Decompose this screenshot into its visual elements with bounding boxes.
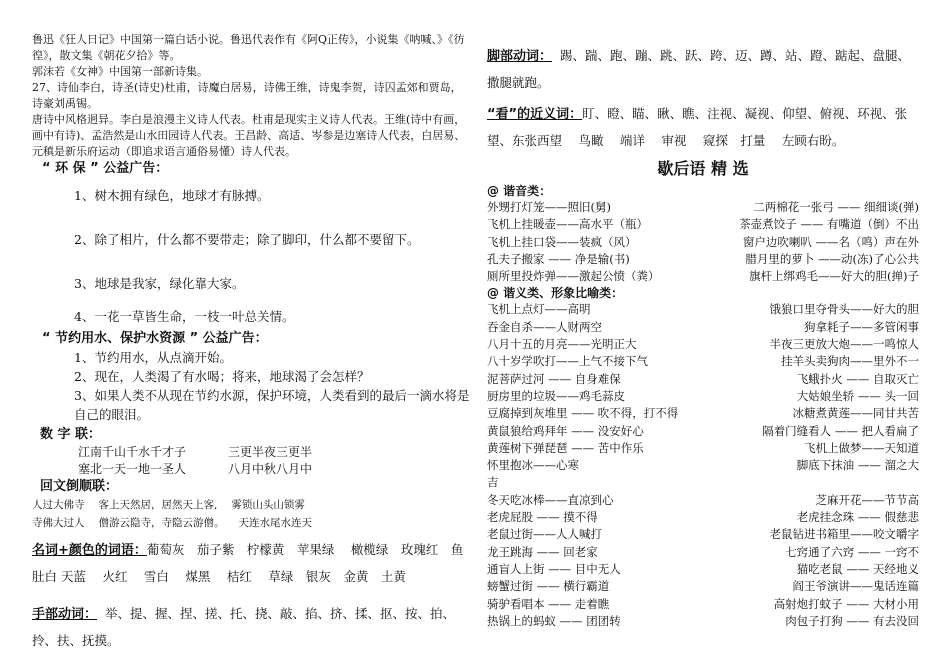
couplet-line: 客上天然居，居然天上客, (98, 499, 218, 511)
couplet-line: 人过大佛寺 (32, 499, 85, 511)
xiehouyu-row (487, 199, 919, 216)
xiehouyu-row (487, 544, 919, 561)
xiehouyu-row (487, 268, 919, 285)
xiehouyu-row (487, 423, 919, 440)
xiehouyu-entry: 吉 (487, 475, 499, 490)
xiehouyu-entry: 八十岁学吹打——上气不接下气 (487, 354, 648, 369)
xiehouyu-entry: 老虎屁股 —— 摸不得 (487, 510, 598, 525)
xiehouyu-entry: 隔着门缝看人 —— 把人看扁了 (762, 423, 919, 438)
xiehouyu-row (487, 474, 919, 491)
xiehouyu-entry: 龙王跳海 —— 回老家 (487, 544, 598, 559)
xiehouyu-entry: 猫吃老鼠 —— 天经地义 (796, 561, 919, 576)
look-synonyms-title: “看”的近义词： (487, 107, 583, 122)
xiehouyu-entry: 挂羊头卖狗肉——里外不一 (781, 354, 919, 369)
homophone-title: @ 谐音类： (487, 184, 552, 198)
xiehouyu-row (487, 509, 919, 526)
number-couplet-title: 数 字 联： (40, 427, 102, 442)
note-guomoruo: 郭沫若《女神》中国第一部新诗集。 (32, 65, 208, 78)
xiehouyu-entry: 飞机上挂口袋——装疯（风） (487, 234, 637, 249)
xiehouyu-row (487, 457, 919, 474)
water-ad-item: 2、现在，人类渴了有水喝；将来，地球渴了会怎样？ (74, 369, 370, 384)
water-ad-item: 3、如果人类不从现在节约水源，保护环境，人类看到的最后一滴水将是自己的眼泪。 (74, 388, 470, 422)
couplet-line: 寺佛大过人 (32, 517, 85, 529)
xiehouyu-row (487, 336, 919, 353)
foot-verbs-list: 踢、踹、跑、蹦、跳、跃、跨、迈、蹲、站、蹬、踮起、盘腿、撒腿就跑。 (487, 48, 910, 90)
xiehouyu-row (487, 526, 919, 543)
couplet-line: 三更半夜三更半 (228, 445, 313, 459)
xiehouyu-entry: 泥菩萨过河 —— 自身难保 (487, 371, 621, 386)
xiehouyu-entry: 孔夫子搬家 —— 净是输(书) (487, 251, 630, 266)
color-words-title: 名词+颜色的词语： (32, 543, 147, 558)
xiehouyu-entry: 窗户边吹喇叭 ——名（鸣）声在外 (742, 234, 919, 249)
xiehouyu-row (487, 353, 919, 370)
foot-verbs-title: 脚部动词： (487, 49, 553, 64)
xiehouyu-entry: 二两棉花一张弓 —— 细细谈(弹) (753, 200, 919, 214)
xiehouyu-row (487, 596, 919, 613)
metaphor-title: @ 谐义类、形象比喻类： (487, 286, 624, 301)
xiehouyu-row (487, 371, 919, 388)
color-words-list: 葡萄灰 茄子紫 柠檬黄 苹果绿 橄榄绿 玫瑰红 鱼肚白 天蓝 火红 雪白 煤黑 桔红 草绿 银灰 金黄 土黄 (32, 542, 464, 584)
couplet-line: 雾锁山头山锁雾 (231, 499, 305, 511)
xiehouyu-row (487, 216, 919, 233)
water-ad-item: 1、节约用水，从点滴开始。 (74, 350, 232, 365)
xiehouyu-row (487, 492, 919, 509)
xiehouyu-entry: 黄鼠狼给鸡拜年 —— 没安好心 (487, 423, 644, 438)
xiehouyu-entry: 怀里抱冰——心寒 (487, 458, 579, 473)
note-luxun: 鲁迅《狂人日记》中国第一篇白话小说。鲁迅代表作有《阿Q正传》，小说集《呐喊、》《彷徨》，散文集《朝花夕拾》等。 (32, 33, 465, 62)
xiehouyu-entry: 七窍通了六窍 —— 一窍不 (785, 544, 919, 559)
xiehouyu-row (487, 405, 919, 422)
xiehouyu-entry: 老鼠钻进书箱里——咬文嚼字 (769, 527, 919, 542)
xiehouyu-entry: 厨房里的垃圾——鸡毛蒜皮 (487, 388, 625, 403)
xiehouyu-entry: 豆腐掉到灰堆里 —— 吹不得，打不得 (487, 406, 679, 421)
literature-notes (32, 32, 472, 160)
note-poets: 27、诗仙李白，诗圣(诗史)杜甫，诗魔白居易，诗佛王维，诗鬼李贺，诗囚孟郊和贾岛，诗豪刘禹锡。 (32, 81, 462, 110)
xiehouyu-entry: 冬天吃冰棒——直凉到心 (487, 492, 614, 507)
env-ad-item: 4、一花一草皆生命，一枝一叶总关情。 (74, 309, 295, 324)
couplet-line: 僧游云隐寺，寺隐云游僧。 (98, 517, 225, 529)
look-synonyms (487, 100, 919, 154)
env-ad-title: “ 环 保 ” 公益广告： (42, 161, 169, 176)
xiehouyu-entry: 芝麻开花——节节高 (815, 492, 919, 507)
palindrome-couplets (32, 496, 472, 532)
xiehouyu-row (487, 440, 919, 457)
metaphor-list (487, 301, 919, 630)
xiehouyu-entry: 飞机上挂暖壶——高水平（瓶） (487, 217, 648, 232)
xiehouyu-entry: 茶壶煮饺子 —— 有嘴道（倒）不出 (739, 217, 919, 232)
couplet-line: 八月中秋八月中 (228, 462, 313, 476)
xiehouyu-entry: 高射炮打蚊子 —— 大材小用 (773, 596, 919, 611)
xiehouyu-entry: 吞金自杀——人财两空 (487, 319, 602, 334)
env-ad-item: 3、地球是我家，绿化靠大家。 (74, 276, 245, 291)
xiehouyu-row (487, 578, 919, 595)
xiehouyu-entry: 肉包子打狗 —— 有去没回 (785, 613, 919, 628)
xiehouyu-entry: 狗拿耗子——多管闲事 (804, 319, 919, 334)
xiehouyu-entry: 厕所里投炸弹——激起公愤（粪） (487, 269, 660, 284)
xiehouyu-entry: 阎王爷演讲——鬼话连篇 (792, 579, 919, 594)
xiehouyu-entry: 外甥打灯笼——照旧(舅) (487, 200, 611, 214)
env-ad-item: 1、树木拥有绿色，地球才有脉搏。 (74, 188, 270, 203)
hand-verbs-list: 举、提、握、捏、搓、托、挠、敲、掐、挤、揉、抠、按、拍、拎、扶、抚摸。 (32, 606, 455, 648)
hand-verbs (32, 600, 472, 654)
xiehouyu-row (487, 301, 919, 318)
xiehouyu-title: 歇后语 精 选 (657, 159, 749, 178)
water-ad-title: “ 节约用水、保护水资源 ” 公益广告： (42, 331, 268, 346)
xiehouyu-row (487, 251, 919, 268)
palindrome-couplet-title: 回文倒顺联： (40, 479, 119, 494)
couplet-line: 塞北一天一地一圣人 (78, 462, 187, 476)
number-couplets (78, 444, 378, 478)
xiehouyu-entry: 通盲人上街 —— 目中无人 (487, 561, 621, 576)
xiehouyu-entry: 旗杆上绑鸡毛——好大的胆(掸)子 (749, 269, 919, 284)
xiehouyu-row (487, 613, 919, 630)
xiehouyu-entry: 半夜三更放大炮——一鸣惊人 (769, 337, 919, 352)
xiehouyu-entry: 螃蟹过街 —— 横行霸道 (487, 579, 610, 594)
look-synonyms-list: 盯、瞪、瞄、瞅、瞧、注视、凝视、仰望、俯视、环视、张望、东张西望 鸟瞰 端详 审视 窥探 打量 左顾右盼。 (487, 106, 908, 148)
color-words (32, 536, 472, 590)
xiehouyu-entry: 饿狼口里夺骨头——好大的胆 (769, 302, 919, 317)
foot-verbs (487, 42, 919, 96)
right-column (487, 42, 919, 630)
xiehouyu-entry: 热锅上的蚂蚁 —— 团团转 (487, 613, 621, 628)
xiehouyu-entry: 飞蛾扑火 —— 自取灭亡 (796, 371, 919, 386)
left-column (32, 32, 472, 654)
xiehouyu-entry: 冰糖煮黄莲——同甘共苦 (792, 406, 919, 421)
xiehouyu-entry: 骑驴看唱本 —— 走着瞧 (487, 596, 610, 611)
xiehouyu-row (487, 234, 919, 251)
xiehouyu-entry: 脚底下抹油 —— 溜之大 (796, 458, 919, 473)
xiehouyu-row (487, 388, 919, 405)
couplet-line: 江南千山千水千才子 (78, 445, 187, 459)
xiehouyu-entry: 老虎挂念珠 —— 假慈悲 (796, 510, 919, 525)
xiehouyu-row (487, 319, 919, 336)
xiehouyu-entry: 八月十五的月亮——光明正大 (487, 337, 637, 352)
xiehouyu-entry: 飞机上做梦——天知道 (804, 440, 919, 455)
xiehouyu-row (487, 561, 919, 578)
xiehouyu-entry: 飞机上点灯——高明 (487, 302, 591, 317)
couplet-line: 天连水尾水连天 (238, 517, 312, 529)
xiehouyu-entry: 腊月里的萝卜 ——动(冻)了心公共 (745, 251, 919, 266)
xiehouyu-entry: 大姑娘坐轿 —— 头一回 (796, 388, 919, 403)
xiehouyu-entry: 老鼠过街——人人喊打 (487, 527, 602, 542)
env-ad-item: 2、除了相片，什么都不要带走；除了脚印，什么都不要留下。 (74, 232, 420, 247)
homophone-list (487, 199, 919, 285)
note-tang-poetry: 唐诗中风格迥异。李白是浪漫主义诗人代表。杜甫是现实主义诗人代表。王维(诗中有画，画中有诗)、孟浩然是山水田园诗人代表。王昌龄、高适、岑参是边塞诗人代表，白居易、元稹是新乐府运动（即追求语言通俗易懂）诗人代表。 (32, 113, 466, 158)
xiehouyu-entry: 黄莲树下弹琵琶 —— 苦中作乐 (487, 440, 644, 455)
hand-verbs-title: 手部动词： (32, 607, 98, 622)
